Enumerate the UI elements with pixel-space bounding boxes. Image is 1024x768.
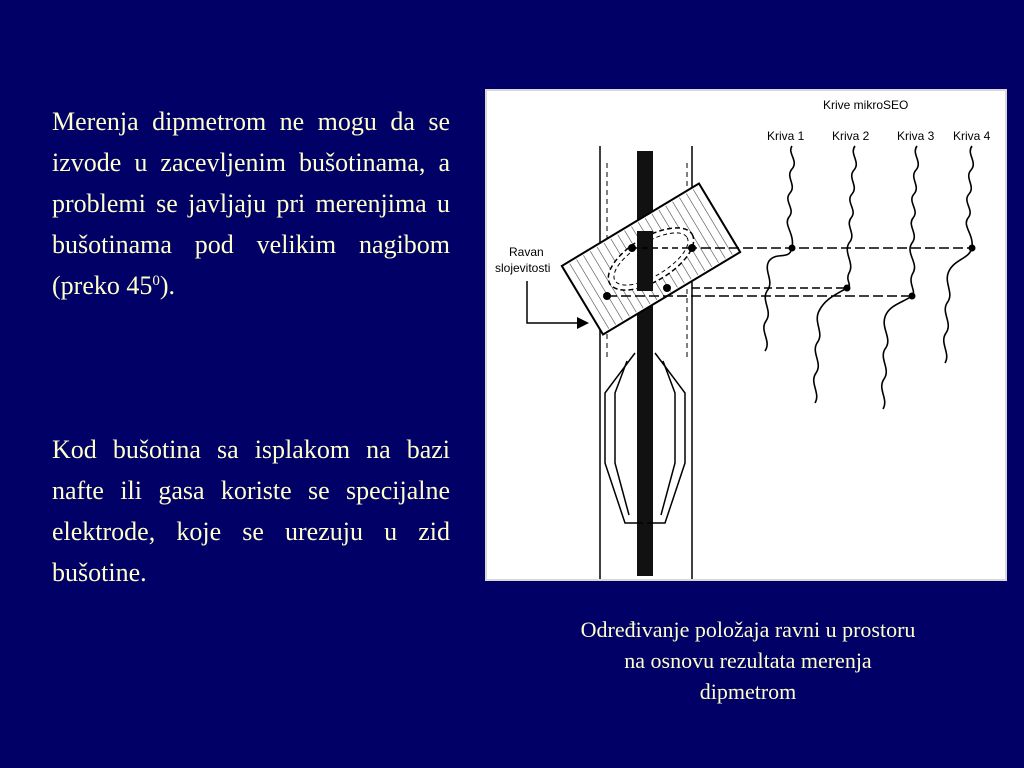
curve-4-line xyxy=(944,146,974,363)
caption-line-2: na osnovu rezultata merenja xyxy=(624,648,872,673)
point-pad-2 xyxy=(688,244,696,252)
curve-label-2: Kriva 2 xyxy=(832,129,870,143)
curve-label-4: Kriva 4 xyxy=(953,129,991,143)
plane-label-arrowhead xyxy=(577,317,589,329)
curve-label-3: Kriva 3 xyxy=(897,129,935,143)
superscript-degree: 0 xyxy=(152,273,160,289)
curve-2-line xyxy=(814,146,857,403)
figure-title: Krive mikroSEO xyxy=(823,98,909,112)
dipmeter-tool-upper xyxy=(637,231,653,291)
electrode-pad-right-inner xyxy=(661,361,675,515)
paragraph-end: ). xyxy=(159,271,176,300)
electrode-pad-left-inner xyxy=(615,361,629,515)
caption-line-1: Određivanje položaja ravni u prostoru xyxy=(580,617,916,642)
paragraph-dipmeter-limitations xyxy=(52,101,450,306)
dipmeter-diagram xyxy=(487,91,1005,579)
paragraph-special-electrodes: Kod bušotina sa isplakom na bazi nafte ili gasa koriste se specijalne elektrode, koje se urezuju u zid bušotine. xyxy=(52,435,450,587)
point-pad-3 xyxy=(603,292,611,300)
paragraph-text: Merenja dipmetrom ne mogu da se izvode u zacevljenim bušotinama, a problemi se javljaju pri merenjima u bušotinama pod velikim nagibom (preko 45 xyxy=(52,107,450,300)
figure-caption xyxy=(500,614,996,707)
curve-3-line xyxy=(882,146,919,409)
plane-label-line2: slojevitosti xyxy=(495,261,551,275)
caption-line-3: dipmetrom xyxy=(699,679,797,704)
point-pad-1 xyxy=(628,244,636,252)
curve-label-1: Kriva 1 xyxy=(767,129,805,143)
point-pad-4 xyxy=(663,284,671,292)
dipmeter-figure xyxy=(485,89,1007,581)
plane-label-line1: Ravan xyxy=(509,245,544,259)
log-curves xyxy=(764,146,973,409)
plane-label-arrow xyxy=(527,281,577,323)
